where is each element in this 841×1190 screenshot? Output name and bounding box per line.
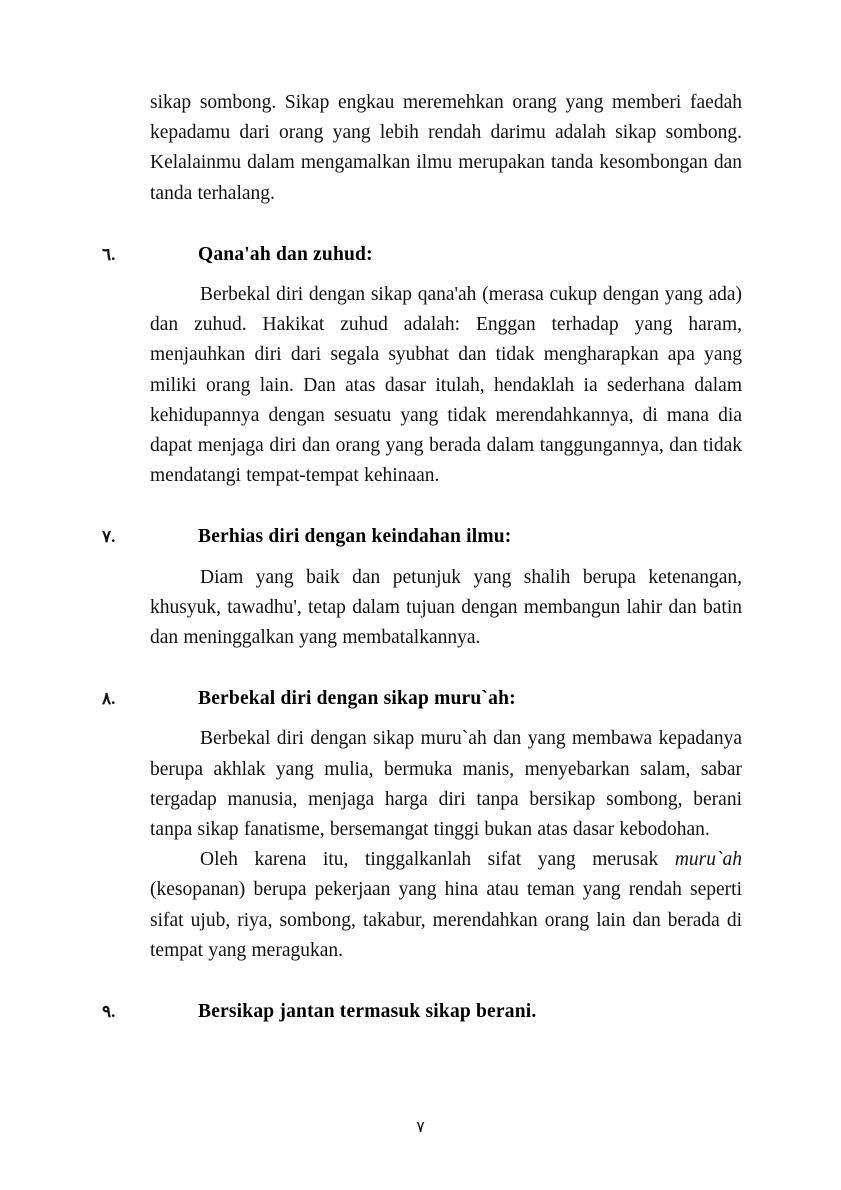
- paragraph-section-6: Berbekal diri dengan sikap qana'ah (merasa cukup dengan yang ada) dan zuhud. Hakikat zuhud adalah: Enggan terhadap yang haram, menjauhkan diri dari segala syubhat dan tidak mengharapkan apa yang miliki orang lain. Dan atas dasar itulah, hendaklah ia sederhana dalam kehidupannya dengan sesuatu yang tidak merendahkannya, di mana dia dapat menjaga diri dan orang yang berada dalam tanggungannya, dan tidak mendatangi tempat-tempat kehinaan.: [150, 284, 742, 487]
- heading-label-8: Berbekal diri dengan sikap muru`ah:: [198, 688, 516, 710]
- heading-number-8: ٨.: [102, 689, 116, 709]
- spacer: [150, 553, 742, 563]
- heading-section-6: [102, 240, 742, 270]
- spacer: [150, 270, 742, 280]
- heading-section-9: [102, 997, 742, 1027]
- spacer: [150, 491, 742, 522]
- paragraph-section-7: Diam yang baik dan petunjuk yang shalih berupa ketenangan, khusyuk, tawadhu', tetap dalam tujuan dengan membangun lahir dan batin dan meninggalkan yang membatalkannya.: [150, 566, 742, 649]
- paragraph-8b-text-after: (kesopanan) berupa pekerjaan yang hina atau teman yang rendah seperti sifat ujub, riya, sombong, takabur, merendahkan orang lain dan berada di tempat yang meragukan.: [150, 879, 742, 961]
- spacer: [150, 209, 742, 240]
- paragraph-section-8-second: [150, 845, 742, 966]
- page-content: [102, 88, 742, 1027]
- paragraph-section-8-first: Berbekal diri dengan sikap muru`ah dan yang membawa kepadanya berupa akhlak yang mulia, bermuka manis, menyebarkan salam, sabar tergadap manusia, menjaga harga diri tanpa bersikap sombong, berani tanpa sikap fanatisme, bersemangat tinggi bukan atas dasar kebodohan.: [150, 728, 742, 841]
- heading-number-9: ٩.: [102, 1002, 116, 1022]
- heading-label-6: Qana'ah dan zuhud:: [198, 243, 373, 265]
- heading-label-7: Berhias diri dengan keindahan ilmu:: [198, 526, 512, 548]
- heading-label-9: Bersikap jantan termasuk sikap berani.: [198, 1001, 537, 1023]
- spacer: [150, 714, 742, 724]
- heading-number-6: ٦.: [102, 244, 116, 264]
- page-number: ٧: [416, 1119, 425, 1136]
- paragraph-8b-italic-term: muru`ah: [674, 849, 742, 871]
- heading-number-7: ٧.: [102, 527, 116, 547]
- spacer: [150, 653, 742, 684]
- spacer: [150, 966, 742, 997]
- paragraph-8b-text-before: Oleh karena itu, tinggalkanlah sifat yang merusak: [200, 849, 675, 871]
- heading-section-7: [102, 522, 742, 552]
- heading-section-8: [102, 684, 742, 714]
- intro-paragraph: sikap sombong. Sikap engkau meremehkan orang yang memberi faedah kepadamu dari orang yang lebih rendah darimu adalah sikap sombong. Kelalainmu dalam mengamalkan ilmu merupakan tanda kesombongan dan tanda terhalang.: [150, 92, 742, 204]
